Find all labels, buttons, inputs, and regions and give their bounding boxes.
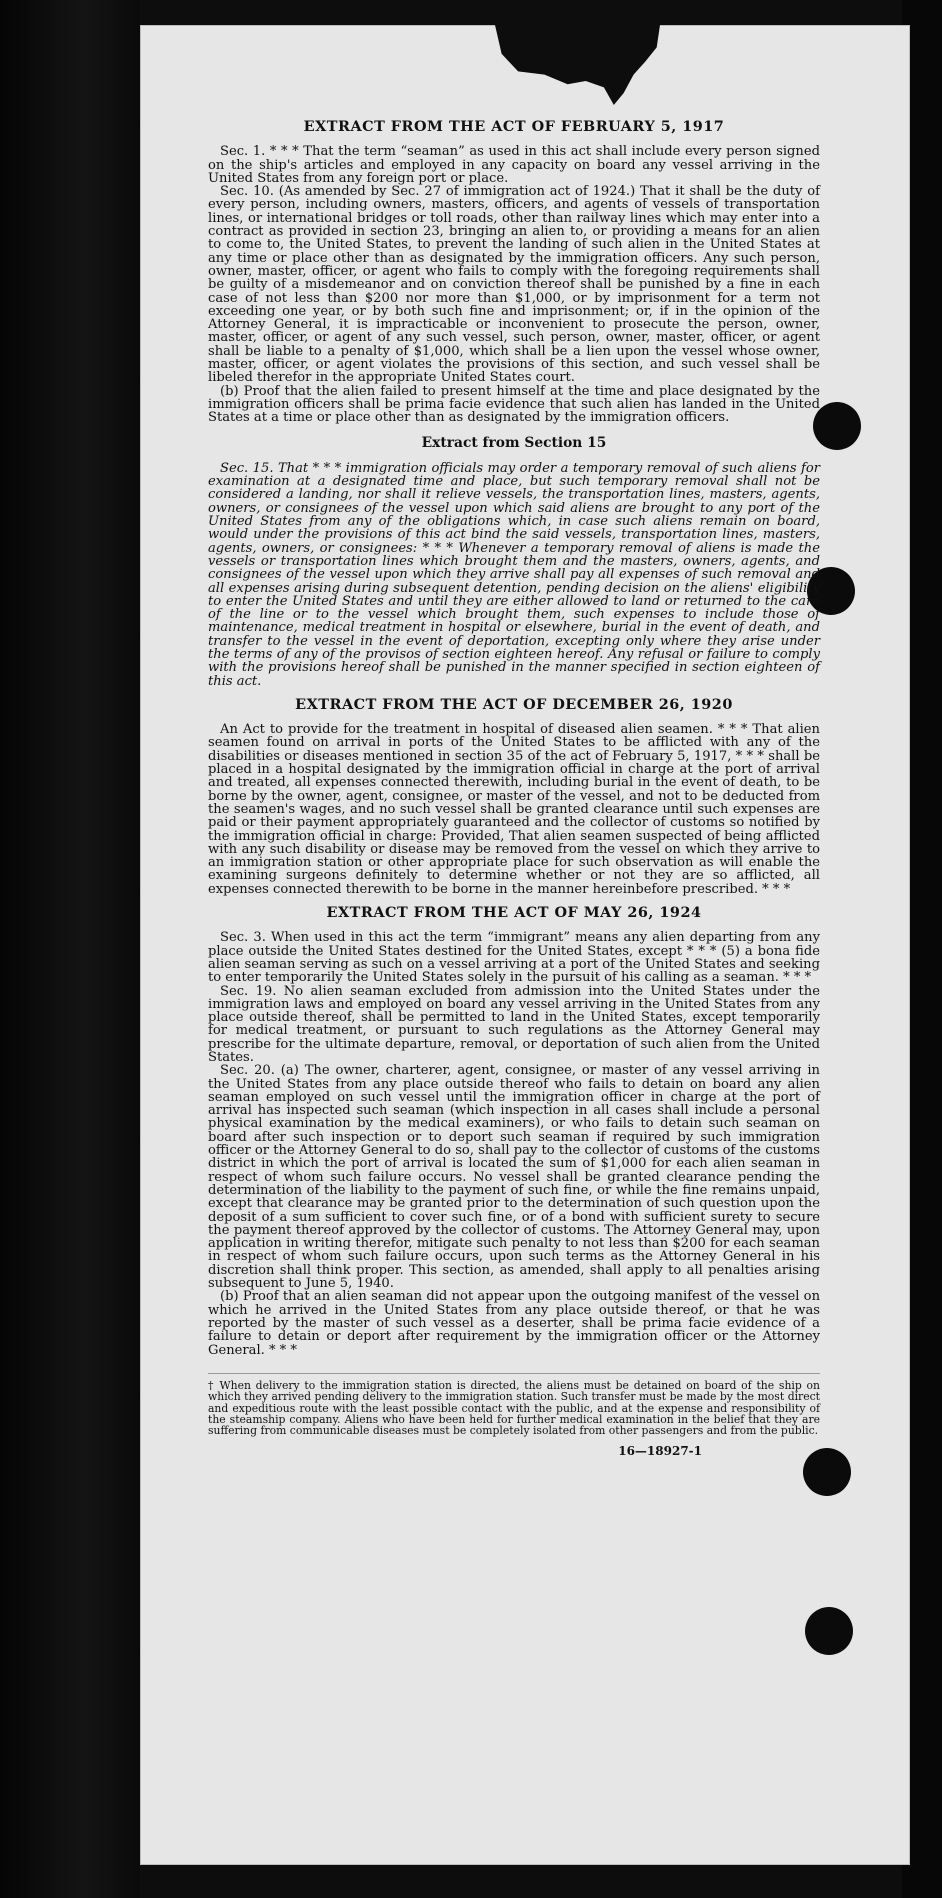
- form-number: 16—18927-1: [618, 1443, 702, 1458]
- paragraph-sec1-1917: Sec. 1. * * * That the term “seaman” as used in this act shall include every person signed on the ship's articles and employed in any capacity on board any vessel arriving in the United States from any foreign port or place.: [208, 144, 820, 186]
- heading-act-1924: EXTRACT FROM THE ACT OF MAY 26, 1924: [326, 904, 702, 922]
- paragraph-sec19-1924: Sec. 19. No alien seaman excluded from admission into the United States under the immigration laws and employed on board any vessel arriving in the United States from any place outside thereof, shall be permitted to land in the United States, except temporarily for medical treatment, or pursuant to such regulations as the Attorney General may prescribe for the ultimate departure, removal, or deportation of such alien from the United States.: [208, 983, 820, 1065]
- torn-edge: [495, 25, 660, 105]
- paragraph-sec3-1924: Sec. 3. When used in this act the term “immigrant” means any alien departing from any place outside the United States destined for the United States, except * * * (5) a bona fide alien seaman serving as such on a vessel arriving at a port of the United States and seeking to enter temporarily the United States solely in the pursuit of his calling as a seaman. * * *: [208, 930, 820, 986]
- paragraph-act-1920: An Act to provide for the treatment in hospital of diseased alien seamen. * * * That alien seamen found on arrival in ports of the United States to be afflicted with any of the disabilities or diseases mentioned in section 35 of the act of February 5, 1917, * * * shall be placed in a hospital designated by the immigration official in charge at the port of arrival and treated, all expenses connected therewith, including burial in the event of death, to be borne by the owner, agent, consignee, or master of the vessel, and not to be deducted from the seamen's wages, and no such vessel shall be granted clearance until such expenses are paid or their payment appropriately guaranteed and the collector of customs so notified by the immigration official in charge: Provided, That alien seamen suspected of being afflicted with any such disability or disease may be removed from the vessel on which they arrive to an immigration station or other appropriate place for such observation as will enable the examining surgeons definitely to determine whether or not they are so afflicted, all expenses connected therewith to be borne in the manner hereinbefore prescribed. * * *: [208, 722, 820, 897]
- punch-hole-1: [813, 402, 861, 450]
- punch-hole-4: [805, 1607, 853, 1655]
- paragraph-sec20a-1924: Sec. 20. (a) The owner, charterer, agent, consignee, or master of any vessel arriving in the United States from any place outside thereof who fails to detain on board any alien seaman employed on such vessel until the immigration officer in charge at the port of arrival has inspected such seaman (which inspection in all cases shall include a personal physical examination by the medical examiners), or who fails to detain such seaman on board after such inspection or to deport such seaman if required by such immigration officer or the Attorney General to do so, shall pay to the collector of customs of the customs district in which the port of arrival is located the sum of $1,000 for each alien seaman in respect of whom such failure occurs. No vessel shall be granted clearance pending the determination of the liability to the payment of such fine, or while the fine remains unpaid, except that clearance may be granted prior to the determination of such question upon the deposit of a sum sufficient to cover such fine, or of a bond with sufficient surety to secure the payment thereof approved by the collector of customs. The Attorney General may, upon application in writing therefor, mitigate such penalty to not less than $200 for each seaman in respect of whom such failure occurs, upon such terms as the Attorney General in his discretion shall think proper. This section, as amended, shall apply to all penalties arising subsequent to June 5, 1940.: [208, 1063, 820, 1292]
- paragraph-sec20b-1924: (b) Proof that an alien seaman did not appear upon the outgoing manifest of the vessel on which he arrived in the United States from any place outside thereof, or that he was reported by the master of such vessel as a deserter, shall be prima facie evidence of a failure to detain or deport after requirement by the immigration officer or the Attorney General. * * *: [208, 1289, 820, 1358]
- document-page: [140, 25, 910, 1865]
- heading-act-1920: EXTRACT FROM THE ACT OF DECEMBER 26, 1920: [295, 695, 733, 713]
- footnote: † When delivery to the immigration station is directed, the aliens must be detained on board of the ship on which they arrived pending delivery to the immigration station. Such transfer must be made by the most direct and expeditious route with the least possible contact with the public, and at the expense and responsibility of the steamship company. Aliens who have been held for further medical examination in the belief that they are suffering from communicable diseases must be completely isolated from other passengers and from the public.: [208, 1373, 820, 1437]
- document-text: [208, 110, 820, 1458]
- heading-section-15: Extract from Section 15: [421, 434, 607, 451]
- heading-act-1917: EXTRACT FROM THE ACT OF FEBRUARY 5, 1917: [303, 118, 725, 135]
- paragraph-sec10-1917: Sec. 10. (As amended by Sec. 27 of immigration act of 1924.) That it shall be the duty of every person, including owners, masters, officers, and agents of vessels of transportation lines, or international bridges or toll roads, other than railway lines which may enter into a contract as provided in section 23, bringing an alien to, or providing a means for an alien to come to, the United States, to prevent the landing of such alien in the United States at any time or place other than as designated by the immigration officers. Any such person, owner, master, officer, or agent who fails to comply with the foregoing requirements shall be guilty of a misdemeanor and on conviction thereof shall be punished by a fine in each case of not less than $200 nor more than $1,000, or by imprisonment for a term not exceeding one year, or by both such fine and imprisonment; or, if in the opinion of the Attorney General, it is impracticable or inconvenient to prosecute the person, owner, master, officer, or agent of any such vessel, such person, owner, master, officer, or agent shall be liable to a penalty of $1,000, which shall be a lien upon the vessel whose owner, master, officer, or agent violates the provisions of this section, and such vessel shall be libeled therefor in the appropriate United States court.: [208, 184, 820, 386]
- paragraph-proof-1917: (b) Proof that the alien failed to present himself at the time and place designated by the immigration officers shall be prima facie evidence that such alien has landed in the United States at a time or place other than as designated by the immigration officers.: [208, 383, 820, 426]
- paragraph-sec15: Sec. 15. That * * * immigration officials may order a temporary removal of such aliens for examination at a designated time and place, but such temporary removal shall not be considered a landing, nor shall it relieve vessels, the transportation lines, masters, agents, owners, or consignees of the vessel upon which said aliens are brought to any port of the United States from any of the obligations which, in case such aliens remain on board, would under the provisions of this act bind the said vessels, transportation lines, masters, agents, owners, or consignees: * * * Whenever a temporary removal of aliens is made the vessels or transportation lines which brought them and the masters, owners, agents, and consignees of the vessel upon which they arrive shall pay all expenses of such removal and all expenses arising during subsequent detention, pending decision on the aliens' eligibility to enter the United States and until they are either allowed to land or returned to the care of the line or to the vessel which brought them, such expenses to include those of maintenance, medical treatment in hospital or elsewhere, burial in the event of death, and transfer to the vessel in the event of deportation, excepting only where they arise under the terms of any of the provisos of section eighteen hereof. Any refusal or failure to comply with the provisions hereof shall be punished in the manner specified in section eighteen of this act.: [208, 460, 820, 689]
- scan-background-left: [0, 0, 140, 1898]
